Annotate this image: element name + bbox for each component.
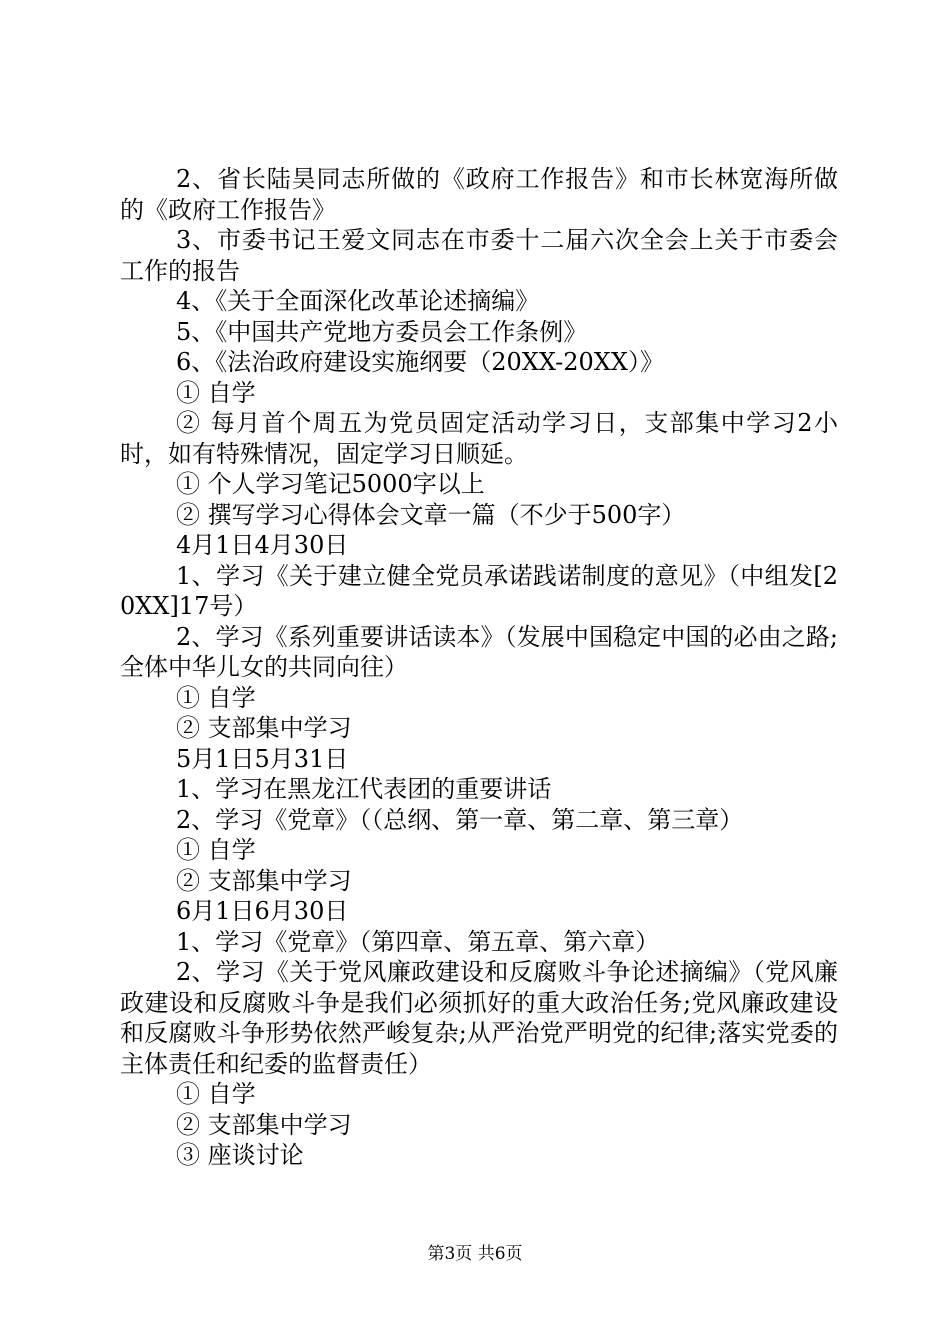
paragraph: 1、学习在黑龙江代表团的重要讲话 xyxy=(176,775,552,803)
paragraph: ② 每月首个周五为党员固定活动学习日，支部集中学习2小时，如有特殊情况，固定学习日顺延。 xyxy=(120,409,838,468)
paragraph: 4、《关于全面深化改革论述摘编》 xyxy=(176,287,540,315)
paragraph: 6、《法治政府建设实施纲要（20XX-20XX）》 xyxy=(176,348,664,376)
document-body xyxy=(120,164,838,1171)
paragraph: 1、学习《关于建立健全党员承诺践诺制度的意见》（中组发[20XX]17号） xyxy=(120,561,838,620)
paragraph: ① 个人学习笔记5000字以上 xyxy=(176,470,485,498)
paragraph: ② 支部集中学习 xyxy=(176,714,352,742)
page-number-footer: 第3页 共6页 xyxy=(427,1244,523,1264)
paragraph: ② 撰写学习心得体会文章一篇（不少于500字） xyxy=(176,500,686,529)
paragraph: 3、市委书记王爱文同志在市委十二届六次全会上关于市委会工作的报告 xyxy=(120,226,838,285)
paragraph: 4月1日4月30日 xyxy=(176,531,349,559)
paragraph: 2、学习《党章》（（总纲、第一章、第二章、第三章） xyxy=(176,805,744,834)
paragraph: ① 自学 xyxy=(176,378,256,407)
paragraph: 2、学习《系列重要讲话读本》（发展中国稳定中国的必由之路;全体中华儿女的共同向往） xyxy=(120,622,838,681)
paragraph: 1、学习《党章》（第四章、第五章、第六章） xyxy=(176,927,660,956)
paragraph: 2、学习《关于党风廉政建设和反腐败斗争论述摘编》（党风廉政建设和反腐败斗争是我们必须抓好的重大政治任务;党风廉政建设和反腐败斗争形势依然严峻复杂;从严治党严明党的纪律;落实党委的主体责任和纪委的监督责任） xyxy=(120,958,838,1078)
paragraph: ① 自学 xyxy=(176,683,256,712)
paragraph: ① 自学 xyxy=(176,1080,256,1108)
paragraph: ② 支部集中学习 xyxy=(176,866,352,895)
paragraph: 6月1日6月30日 xyxy=(176,897,349,925)
paragraph: 5、《中国共产党地方委员会工作条例》 xyxy=(176,317,588,346)
paragraph: 5月1日5月31日 xyxy=(176,744,349,773)
paragraph: ① 自学 xyxy=(176,836,256,864)
paragraph: ② 支部集中学习 xyxy=(176,1110,352,1139)
paragraph: ③ 座谈讨论 xyxy=(176,1141,304,1169)
paragraph: 2、省长陆昊同志所做的《政府工作报告》和市长林宽海所做的《政府工作报告》 xyxy=(120,165,838,224)
